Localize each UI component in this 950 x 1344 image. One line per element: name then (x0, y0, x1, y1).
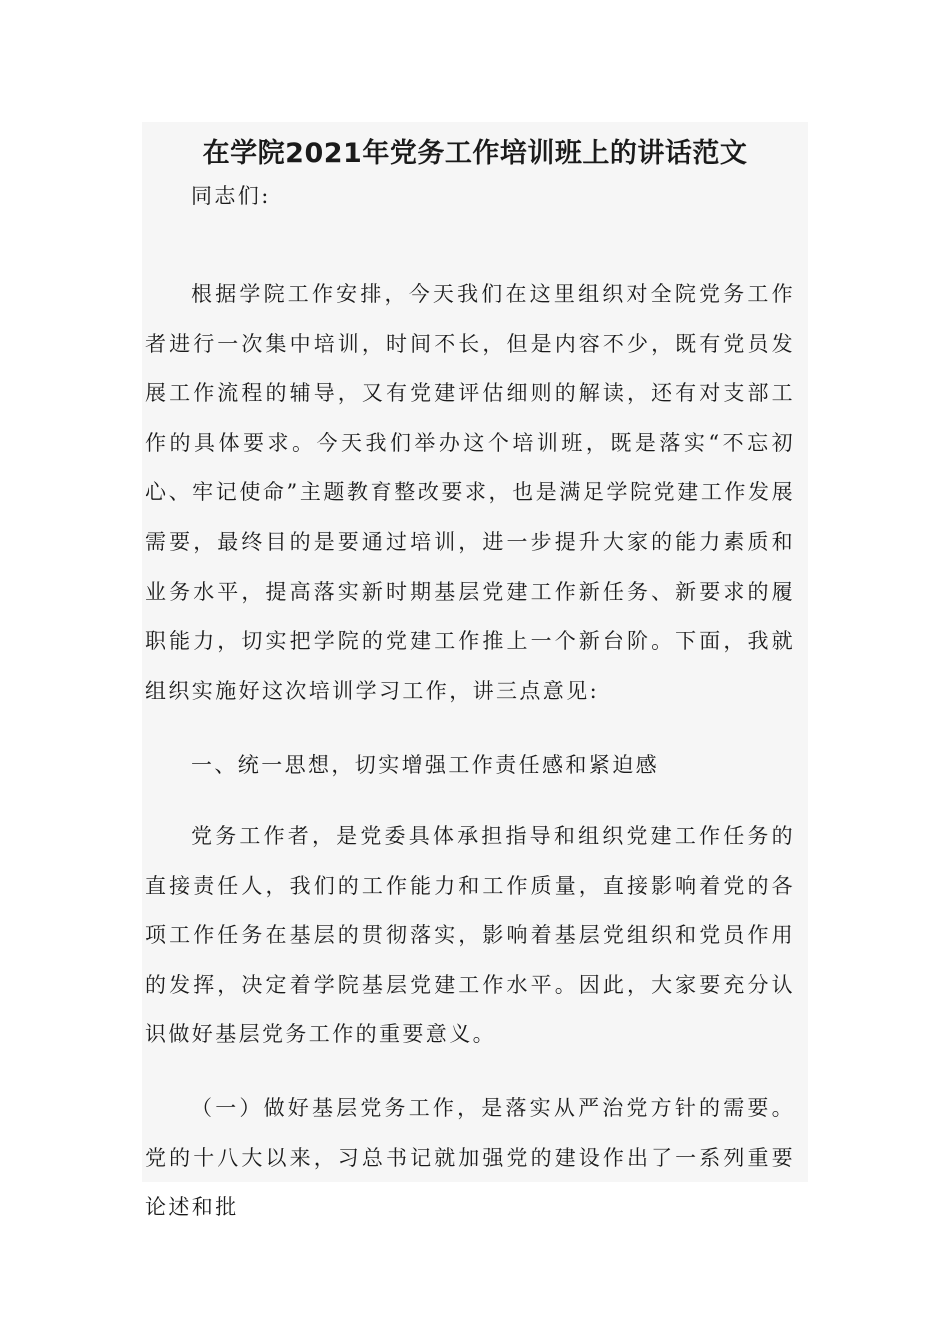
paragraph-subsection-1: （一）做好基层党务工作，是落实从严治党方针的需要。党的十八大以来，习总书记就加强党的建设作出了一系列重要论述和批 (145, 1096, 795, 1220)
section-heading-1: 一、统一思想，切实增强工作责任感和紧迫感 (191, 753, 659, 777)
paragraph-section-1: 党务工作者，是党委具体承担指导和组织党建工作任务的直接责任人，我们的工作能力和工作质量，直接影响着党的各项工作任务在基层的贯彻落实，影响着基层党组织和党员作用的发挥，决定着学院基层党建工作水平。因此，大家要充分认识做好基层党务工作的重要意义。 (145, 824, 795, 1047)
salutation: 同志们: (191, 184, 271, 208)
paragraph-intro: 根据学院工作安排，今天我们在这里组织对全院党务工作者进行一次集中培训，时间不长，但是内容不少，既有党员发展工作流程的辅导，又有党建评估细则的解读，还有对支部工作的具体要求。今天我们举办这个培训班，既是落实“不忘初心、牢记使命”主题教育整改要求，也是满足学院党建工作发展需要，最终目的是要通过培训，进一步提升大家的能力素质和业务水平，提高落实新时期基层党建工作新任务、新要求的履职能力，切实把学院的党建工作推上一个新台阶。下面，我就组织实施好这次培训学习工作，讲三点意见: (145, 282, 795, 703)
document-title: 在学院2021年党务工作培训班上的讲话范文 (202, 138, 748, 169)
